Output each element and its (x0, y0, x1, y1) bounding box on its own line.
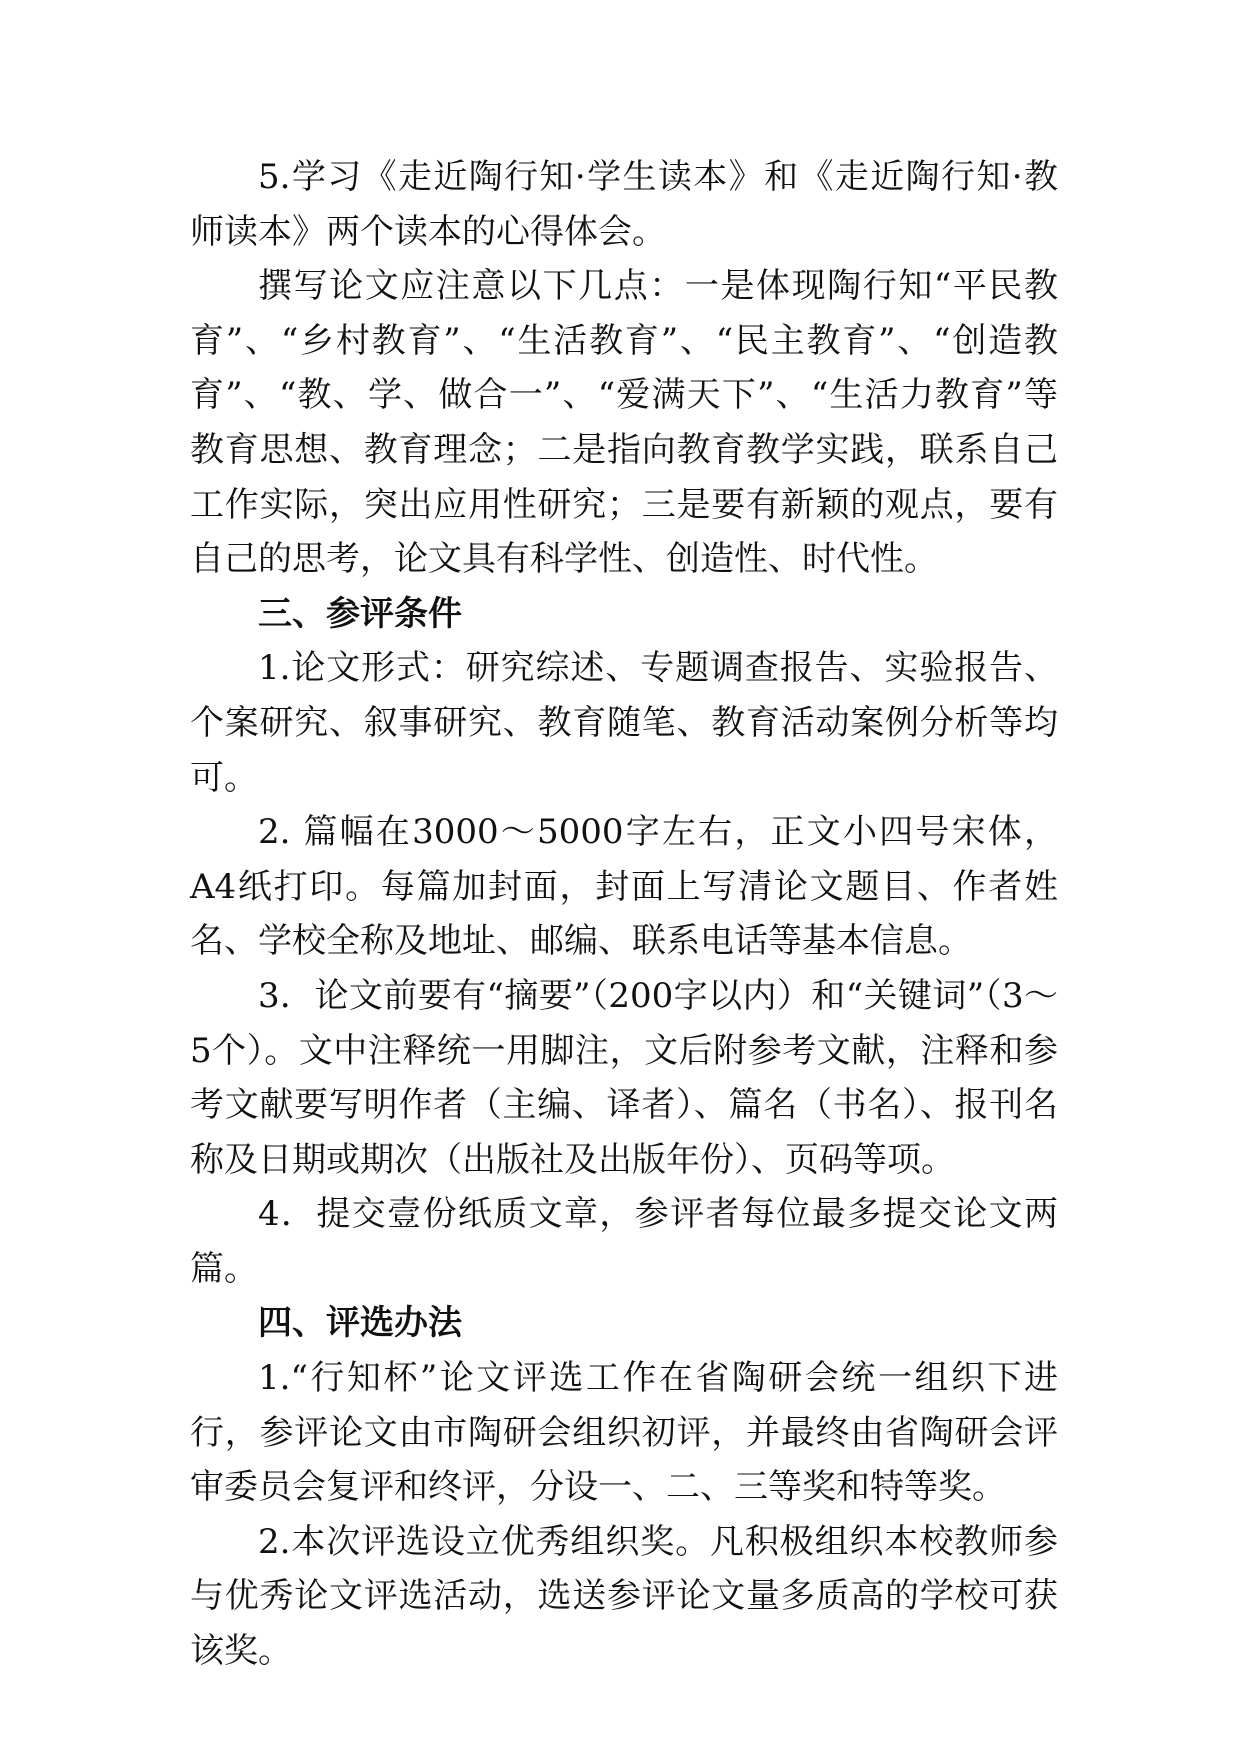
evaluation-item-process: 1.“行知杯”论文评选工作在省陶研会统一组织下进行，参评论文由市陶研会组织初评，并最终由省陶研会评审委员会复评和终评，分设一、二、三等奖和特等奖。 (190, 1358, 1058, 1508)
paragraph-study-readers: 5.学习《走近陶行知·学生读本》和《走近陶行知·教师读本》两个读本的心得体会。 (190, 157, 1058, 252)
paragraph-writing-notes: 撰写论文应注意以下几点：一是体现陶行知“平民教育”、“乡村教育”、“生活教育”、“民主教育”、“创造教育”、“教、学、做合一”、“爱满天下”、“生活力教育”等教育思想、教育理念；二是指向教育教学实践，联系自己工作实际，突出应用性研究；三是要有新颖的观点，要有自己的思考，论文具有科学性、创造性、时代性。 (190, 266, 1058, 580)
eligibility-item-submission: 4．提交壹份纸质文章，参评者每位最多提交论文两篇。 (190, 1194, 1058, 1289)
section-heading-evaluation: 四、评选办法 (258, 1303, 462, 1344)
eligibility-item-length: 2. 篇幅在3000～5000字左右，正文小四号宋体，A4纸打印。每篇加封面，封面上写清论文题目、作者姓名、学校全称及地址、邮编、联系电话等基本信息。 (190, 812, 1058, 962)
eligibility-item-form: 1.论文形式：研究综述、专题调查报告、实验报告、个案研究、叙事研究、教育随笔、教育活动案例分析等均可。 (190, 648, 1058, 798)
eligibility-item-abstract: 3．论文前要有“摘要”（200字以内）和“关键词”（3～5个）。文中注释统一用脚注，文后附参考文献，注释和参考文献要写明作者（主编、译者）、篇名（书名）、报刊名称及日期或期次（出版社及出版年份）、页码等项。 (190, 975, 1058, 1180)
section-heading-eligibility: 三、参评条件 (258, 593, 462, 634)
evaluation-item-award: 2.本次评选设立优秀组织奖。凡积极组织本校教师参与优秀论文评选活动，选送参评论文量多质高的学校可获该奖。 (190, 1521, 1058, 1672)
document-body (190, 150, 1058, 1679)
